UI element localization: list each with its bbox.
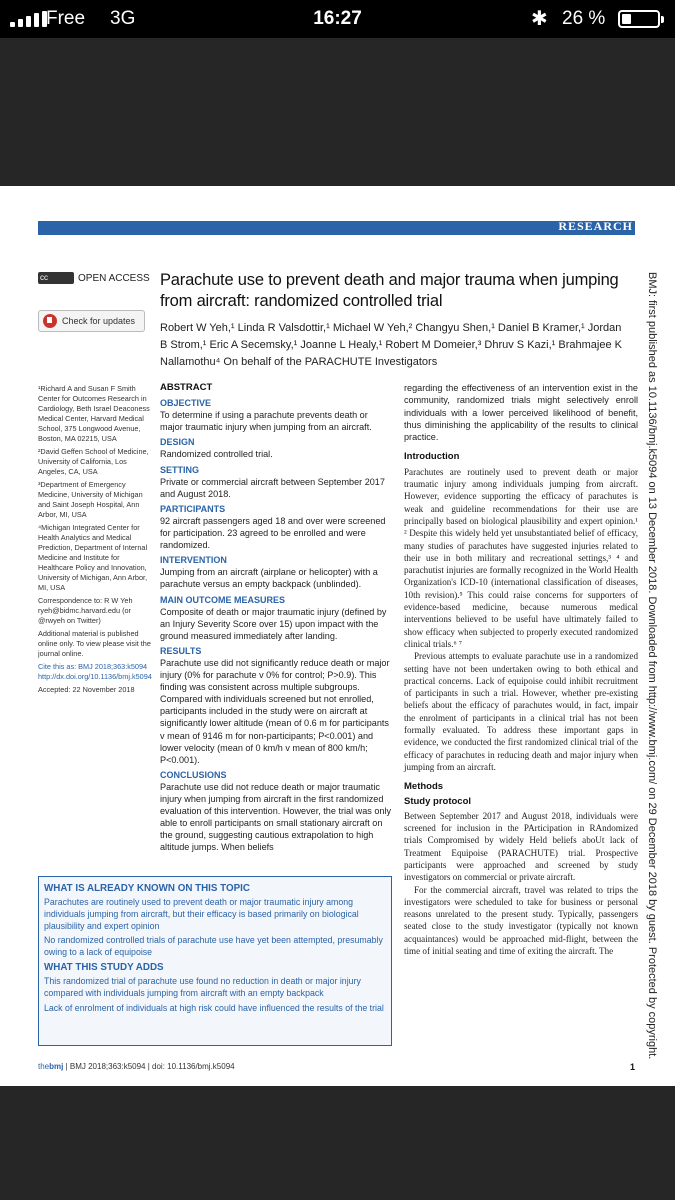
box-point: Lack of enrolment of individuals at high risk could have influenced the results of the trial — [44, 1002, 384, 1013]
body-paragraph: Previous attempts to evaluate parachute use in a randomized setting have not been undertaken owing to both ethical and practical concerns. Lack of equipoise could inhibit recruitment of participants in such a trial. However, whether pre-existing beliefs about the efficacy of parachutes would, in fact, impair the enrolment of participants in a clinical trial has not been formally evaluated. To address these important gaps in evidence, we conducted the first randomized clinical trial of the efficacy of parachutes in reducing death and major injury when jumping from an aircraft. — [404, 651, 638, 772]
abstract-text: Private or commercial aircraft between September 2017 and August 2018. — [160, 476, 385, 499]
page-footer — [38, 1062, 635, 1071]
abstract-label: DESIGN — [160, 437, 195, 448]
battery-level — [622, 14, 631, 24]
introduction-heading: Introduction — [404, 451, 460, 463]
carrier-name: Free — [46, 8, 86, 29]
side-note-text: BMJ: first published as 10.1136/bmj.k5094 on 13 December 2018. Downloaded from http://www.bmj.com/ on 29 December 2018 by guest. Protected by copyright. — [646, 272, 658, 1060]
abstract-label: INTERVENTION — [160, 555, 227, 566]
abstract-label: MAIN OUTCOME MEASURES — [160, 594, 286, 605]
abstract-text: To determine if using a parachute prevents death or major traumatic injury when jumping from an aircraft. — [160, 410, 372, 433]
cite-as: Cite this as: BMJ 2018;363:k5094 http://dx.doi.org/10.1136/bmj.k5094 — [38, 662, 152, 681]
body-paragraph: For the commercial aircraft, travel was related to trips the investigators were scheduled to take for business or personal reasons unrelated to the present study. Typically, passengers seated close to the study investigator (typically not known acquaintances) would be approached mid-flight, between the time of initial seating and time of exiting the aircraft. The — [404, 884, 638, 957]
paper-title: Parachute use to prevent death and major trauma when jumping from aircraft: randomized controlled trial — [160, 271, 619, 310]
status-bar — [0, 0, 675, 38]
abstract-label: RESULTS — [160, 645, 202, 656]
box-point: Parachutes are routinely used to prevent death or major traumatic injury among individuals jumping from aircraft, but their efficacy is based primarily on biological plausibility and expert opinion — [44, 897, 359, 931]
clock: 16:27 — [313, 8, 362, 29]
check-updates-button[interactable] — [38, 310, 145, 332]
affiliation: ⁴Michigan Integrated Center for Health Analytics and Medical Prediction, Department of Internal Medicine and Institute for Healthcare Policy and Innovation, University of Michigan, Ann Arbor, MI, USA — [38, 523, 148, 592]
affiliation: ²David Geffen School of Medicine, University of California, Los Angeles, CA, USA — [38, 447, 149, 476]
open-access-badge — [38, 272, 150, 284]
affiliations — [38, 384, 154, 698]
additional-material: Additional material is published online only. To view please visit the journal online. — [38, 629, 151, 658]
section-label: RESEARCH — [558, 219, 633, 233]
open-access-label: OPEN ACCESS — [78, 272, 150, 284]
abstract-text: Parachute use did not reduce death or major traumatic injury when jumping from aircraft in the first randomized evaluation of this intervention. However, the trial was only able to enroll participants on small stationary aircraft on the ground, suggesting cautious extrapolation to high altitude jumps. When beliefs — [160, 781, 392, 853]
network-type: 3G — [110, 8, 136, 29]
correspondence: Correspondence to: R W Yeh ryeh@bidmc.harvard.edu (or @rwyeh on Twitter) — [38, 596, 133, 625]
side-note — [642, 272, 660, 1060]
abstract-label: PARTICIPANTS — [160, 503, 226, 514]
journal-logo: the — [38, 1062, 50, 1071]
author-list: Robert W Yeh,¹ Linda R Valsdottir,¹ Michael W Yeh,² Changyu Shen,¹ Daniel B Kramer,¹ Jordan B Strom,¹ Eric A Secemsky,¹ Joanne L Healy,¹ Robert M Domeier,³ Dhruv S Kazi,¹ Brahmajee K Nallamothu⁴ On behalf of the PARACHUTE Investigators — [160, 322, 622, 368]
battery-percent: 26 % — [562, 8, 606, 29]
abstract-label: OBJECTIVE — [160, 398, 212, 409]
abstract-text: Composite of death or major traumatic injury (defined by an Injury Severity Score over 15) upon impact with the ground measured immediately after landing. — [160, 606, 387, 641]
body-paragraph: Parachutes are routinely used to prevent death or major traumatic injury among individuals jumping from aircraft. However, evidence supporting the efficacy of parachutes is weak and guideline recommendations for their use are principally based on biological plausibility and expert opinion.¹ ² Despite this widely held yet unsubstantiated belief of efficacy, many studies of parachutes have suggested injuries related to their use in both military and recreational settings,³ ⁴ and parachutist injuries are formally recognized in the World Health Organization's ICD-10 (international classification of diseases, 10th revision).⁵ This could raise concerns for supporters of evidence-based medicine, because numerous medical interventions believed to be useful have ultimately failed to show efficacy when subjected to properly executed randomized clinical trials.⁶ ⁷ — [404, 466, 638, 649]
header-rule — [38, 221, 635, 235]
image-viewer[interactable] — [0, 38, 675, 1200]
affiliation: ¹Richard A and Susan F Smith Center for Outcomes Research in Cardiology, Beth Israel Deaconess Medical Center, Harvard Medical School, 375 Longwood Avenue, Boston, MA 02215, USA — [38, 384, 150, 443]
check-updates-label: Check for updates — [62, 316, 136, 326]
bluetooth-icon: ✱ — [531, 8, 548, 30]
abstract — [160, 382, 392, 854]
known-heading: WHAT IS ALREADY KNOWN ON THIS TOPIC — [44, 883, 250, 894]
battery-icon — [618, 10, 660, 28]
creative-commons-icon — [38, 272, 74, 284]
methods-heading: Methods — [404, 781, 444, 793]
abstract-text: Randomized controlled trial. — [160, 449, 273, 460]
bookmark-icon — [43, 314, 57, 328]
footer-citation: | BMJ 2018;363:k5094 | doi: 10.1136/bmj.k5094 — [63, 1062, 235, 1071]
affiliation: ³Department of Emergency Medicine, University of Michigan and Saint Joseph Hospital, Ann Arbor, MI, USA — [38, 480, 143, 519]
protocol-heading: Study protocol — [404, 795, 472, 807]
box-point: No randomized controlled trials of parachute use have yet been attempted, presumably owing to a lack of equipoise — [44, 935, 383, 958]
abstract-text: Parachute use did not significantly reduce death or major injury (0% for parachute v 0% for control; P>0.9). This finding was consistent across multiple subgroups. Compared with individuals screened but not enrolled, participants included in the study were on aircraft at significantly lower altitude (mean of 0.6 m for participants v mean of 9146 m for non-participants; P<0.001) and lower velocity (mean of 0 km/h v mean of 800 km/h; P<0.001). — [160, 657, 390, 765]
abstract-text: Jumping from an aircraft (airplane or helicopter) with a parachute versus an empty backpack (unblinded). — [160, 567, 378, 590]
body-column — [404, 382, 638, 957]
abstract-text: 92 aircraft passengers aged 18 and over were screened for participation. 23 agreed to be enrolled and were randomized. — [160, 515, 386, 551]
body-paragraph: Between September 2017 and August 2018, individuals were screened for inclusion in the PArticipation in RAndomized trials Compromised by widely Held beliefs aboUt lack of Treatment Equipoise (PARACHUTE) trial. Prospective participants were approached and screened by study investigators on commercial or private aircraft. — [404, 810, 638, 883]
abstract-label: SETTING — [160, 464, 200, 475]
accepted-date: Accepted: 22 November 2018 — [38, 685, 135, 694]
adds-heading: WHAT THIS STUDY ADDS — [44, 961, 164, 973]
page-number: 1 — [629, 1062, 635, 1072]
abstract-label: CONCLUSIONS — [160, 769, 227, 780]
journal-logo-bold: bmj — [49, 1062, 64, 1071]
paper-page[interactable] — [0, 186, 675, 1086]
abstract-heading: ABSTRACT — [160, 382, 213, 393]
box-point: This randomized trial of parachute use found no reduction in death or major injury compared with individuals jumping from aircraft with an empty backpack — [44, 975, 361, 998]
abstract-continuation: regarding the effectiveness of an intervention exist in the community, randomized trials might selectively enroll individuals with a lower perceived likelihood of benefit, thus diminishing the applicability of the results to clinical practice. — [404, 383, 638, 443]
summary-box — [38, 876, 392, 1046]
